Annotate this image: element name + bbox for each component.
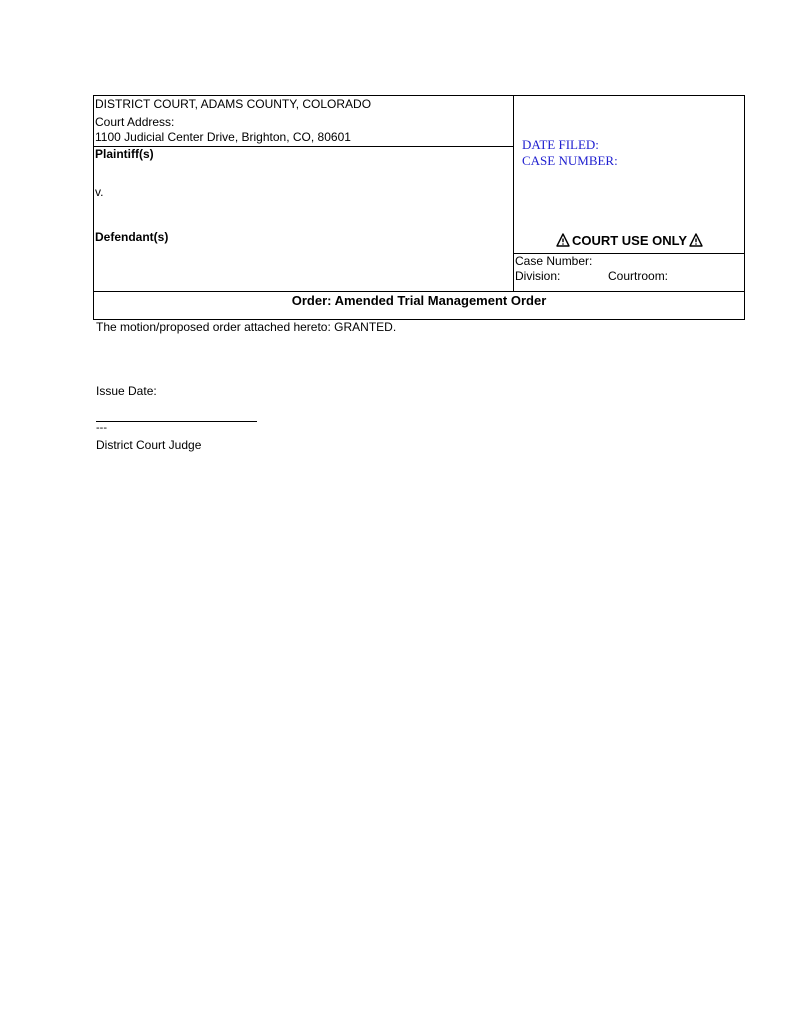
court-use-only-banner [514,233,745,249]
court-address-label: Court Address: [95,115,175,129]
division-label: Division: [515,269,561,283]
issue-date-label: Issue Date: [96,384,157,398]
warning-triangle-icon [689,233,703,247]
versus-label: v. [95,185,104,199]
case-number-stamp-label: CASE NUMBER: [522,153,618,168]
parties-column [94,96,514,292]
divider [94,146,513,147]
plaintiff-label: Plaintiff(s) [95,147,154,161]
signature-line [96,421,257,422]
case-caption-box [93,95,745,320]
signature-placeholder: --- [96,422,107,434]
warning-triangle-icon [556,233,570,247]
court-address: 1100 Judicial Center Drive, Brighton, CO, 80601 [95,130,351,144]
court-use-only-label: COURT USE ONLY [571,233,688,248]
order-title: Order: Amended Trial Management Order [291,293,547,308]
signer-title: District Court Judge [96,438,202,452]
date-filed-label: DATE FILED: [522,137,599,152]
court-use-column [514,96,745,292]
filing-stamp [522,137,618,169]
court-name: DISTRICT COURT, ADAMS COUNTY, COLORADO [95,97,372,111]
ruling-text: The motion/proposed order attached hereto: GRANTED. [96,320,397,334]
defendant-label: Defendant(s) [95,230,169,244]
case-number-label: Case Number: [515,254,593,268]
courtroom-label: Courtroom: [608,269,669,283]
